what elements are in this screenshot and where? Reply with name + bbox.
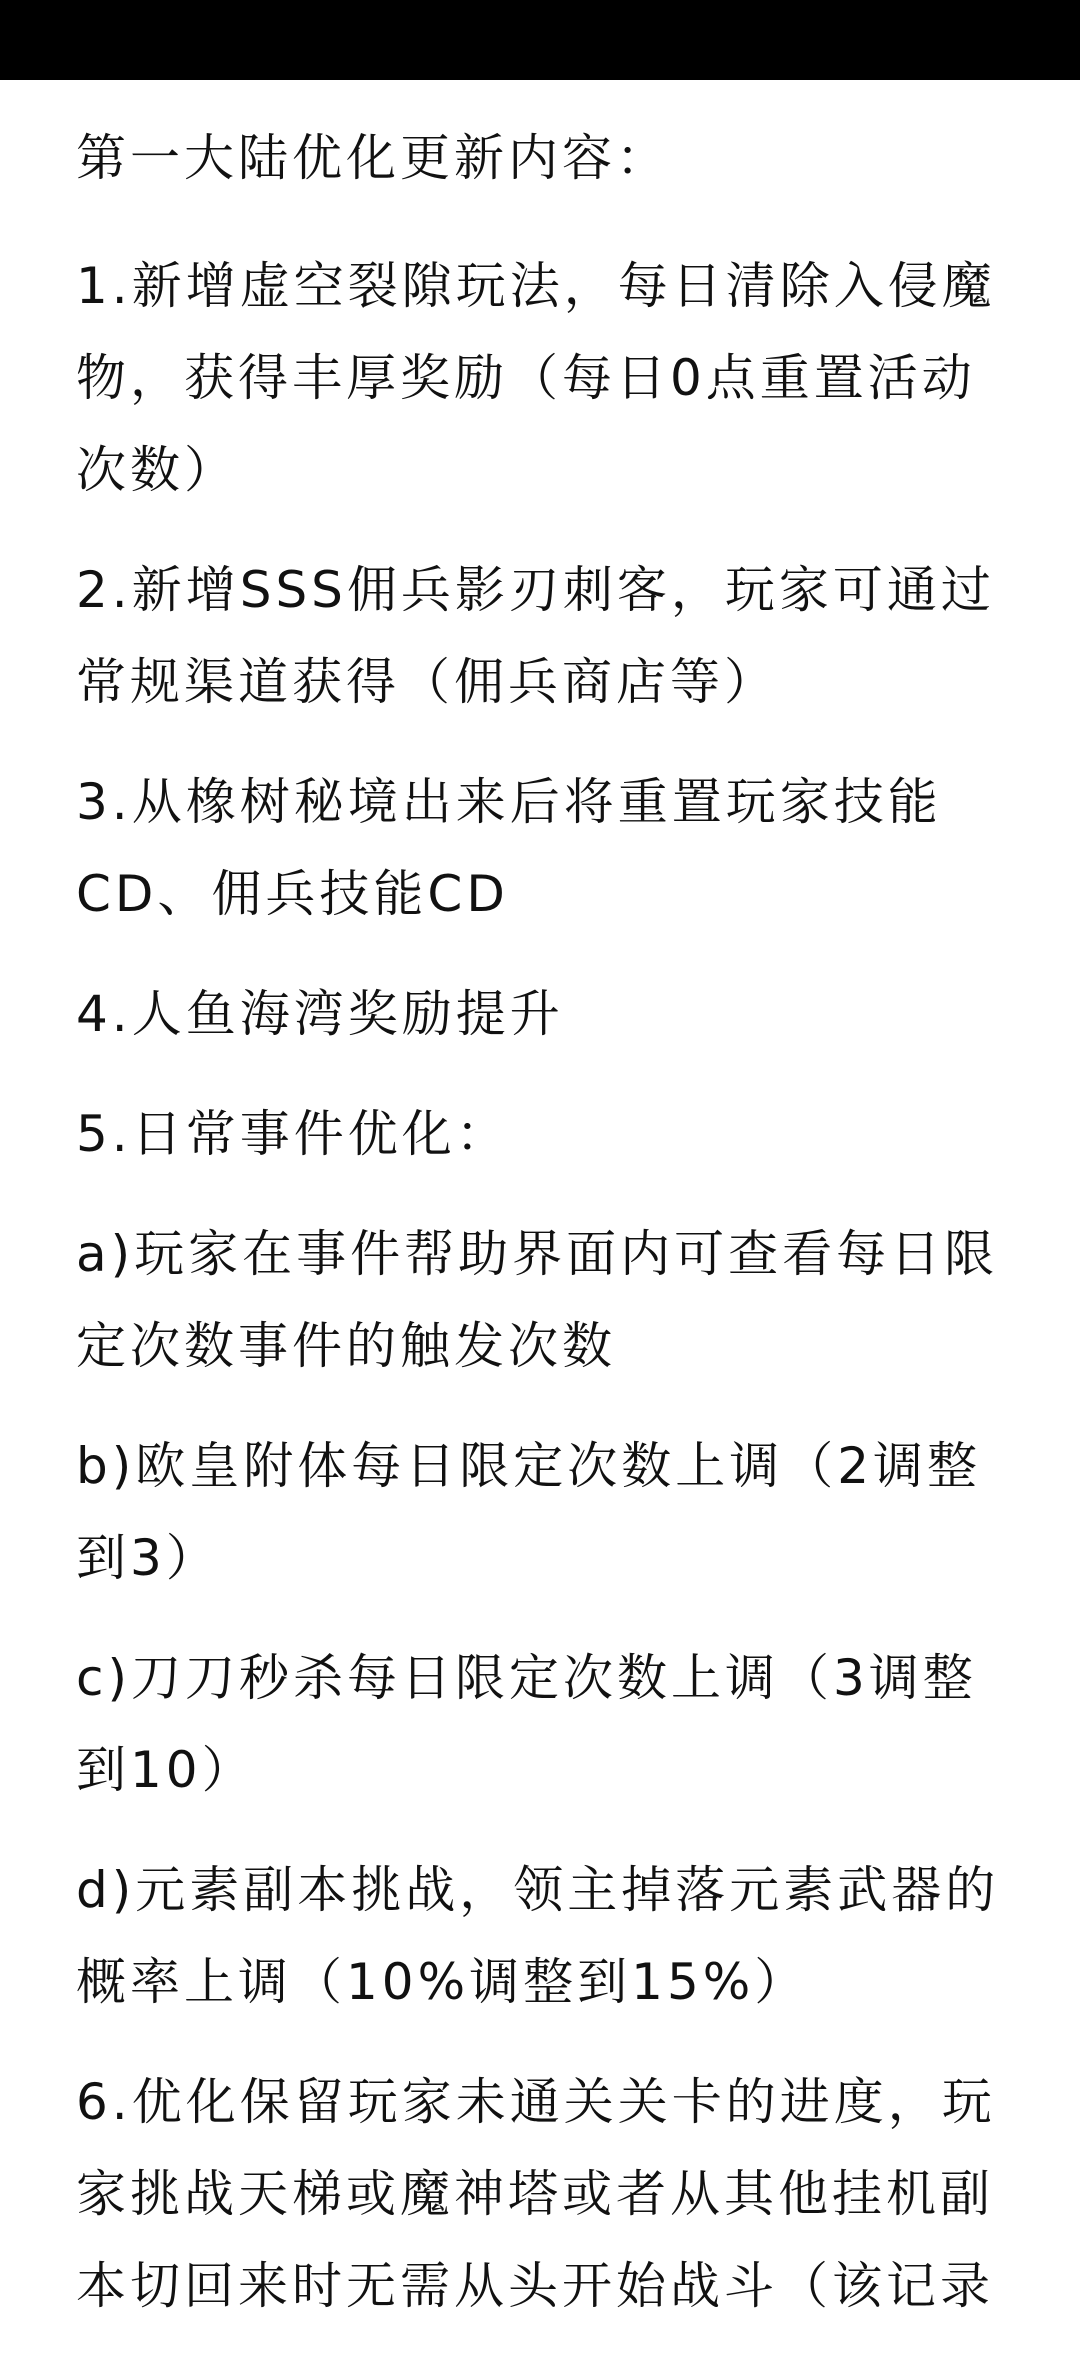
note-item-5: 5.日常事件优化： <box>76 1105 510 1163</box>
note-item-3: 3.从橡树秘境出来后将重置玩家技能CD、佣兵技能CD <box>76 773 942 923</box>
note-item-2: 2.新增SSS佣兵影刃刺客，玩家可通过常规渠道获得（佣兵商店等） <box>76 561 995 711</box>
page-title: 第一大陆优化更新内容： <box>76 129 670 187</box>
status-bar <box>0 0 1080 80</box>
note-item-5d: d)元素副本挑战，领主掉落元素武器的概率上调（10%调整到15%） <box>76 1861 1000 2011</box>
note-item-5a: a)玩家在事件帮助界面内可查看每日限定次数事件的触发次数 <box>76 1225 999 1375</box>
note-item-6: 6.优化保留玩家未通关关卡的进度，玩家挑战天梯或魔神塔或者从其他挂机副本切回来时无需从头开始战斗（该记录 <box>76 2073 996 2315</box>
note-item-1: 1.新增虚空裂隙玩法，每日清除入侵魔物，获得丰厚奖励（每日0点重置活动次数） <box>76 257 996 499</box>
note-item-5b: b)欧皇附体每日限定次数上调（2调整到3） <box>76 1437 982 1587</box>
update-notes <box>76 112 1016 2360</box>
note-item-4: 4.人鱼海湾奖励提升 <box>76 985 564 1043</box>
note-item-5c: c)刀刀秒杀每日限定次数上调（3调整到10） <box>76 1649 977 1799</box>
